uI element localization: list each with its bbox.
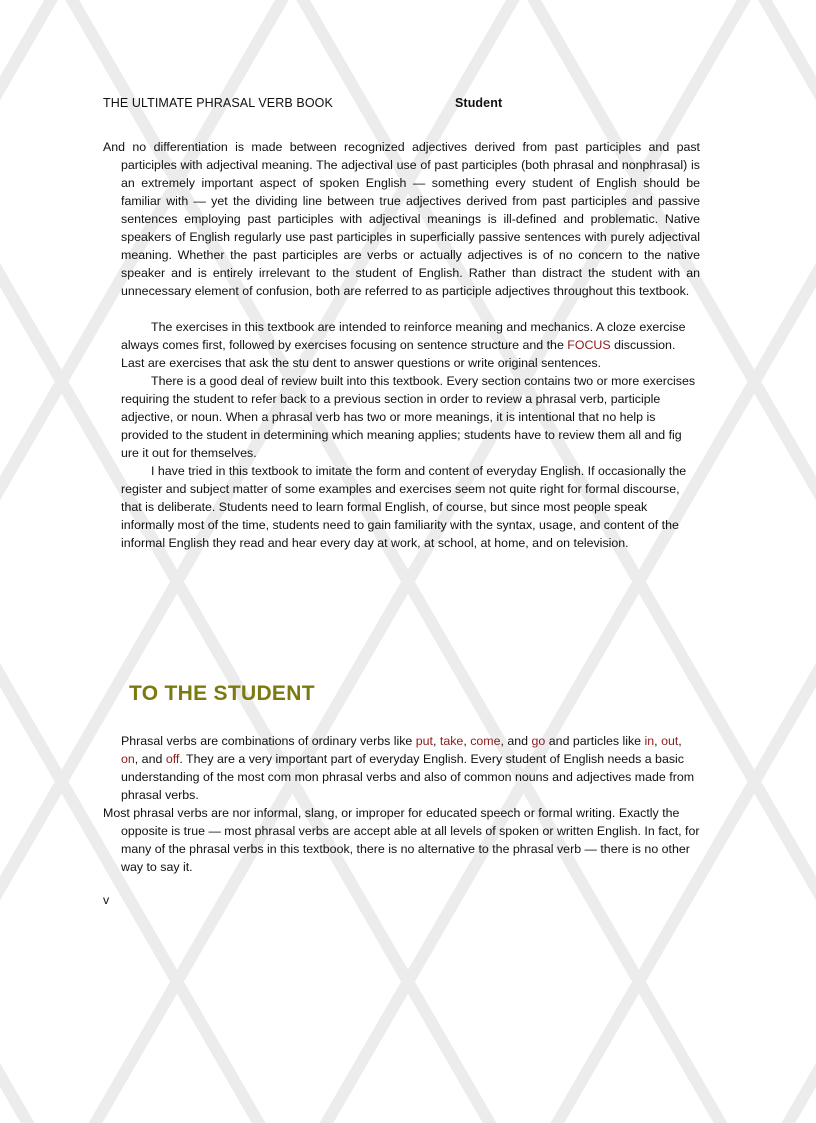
intro-paragraph-2 — [121, 318, 700, 372]
book-title: THE ULTIMATE PHRASAL VERB BOOK — [103, 96, 333, 110]
verb-example: come — [470, 734, 501, 748]
particle-example: out — [661, 734, 679, 748]
intro-paragraph-1: And no differentiation is made between recognized adjectives derived from past participles and past participles with adjectival meaning. The adjectival use of past participles (both phrasal and nonphrasal) is an extremely important aspect of spoken English — something every student of English should be familiar with — yet the dividing line between true adjectives derived from past participles and passive sentences employing past participles with adjectival meanings is ill-defined and problematic. Native speakers of English regularly use past participles in superficially passive sentences with purely adjectival meaning. Whether the past participles are verbs or actually adjectives is of no concern to the native speaker and is entirely irrelevant to the student of English. Rather than distract the student with an unnecessary element of confusion, both are referred to as participle adjectives throughout this textbook. — [103, 140, 700, 298]
focus-term: FOCUS — [567, 338, 611, 352]
student-paragraph-2: Most phrasal verbs are nor informal, slang, or improper for educated speech or formal writing. Exactly the opposite is true — most phrasal verbs are accept able at all levels of spoken or written English. In fact, for many of the phrasal verbs in this textbook, there is no alternative to the phrasal verb — there is no other way to say it. — [103, 806, 700, 874]
intro-paragraph-3: There is a good deal of review built into this textbook. Every section contains two or more exercises requiring the student to refer back to a previous section in order to review a phrasal verb, participle adjective, or noun. When a phrasal verb has two or more meanings, it is intentional that no help is provided to the student in determining which meaning applies; students have to review them all and fig ure it out for themselves. — [121, 374, 696, 460]
verb-example: take — [439, 734, 464, 748]
particle-example: in — [644, 734, 655, 748]
student-p1-text-3: . They are a very important part of everyday English. Every student of English needs a basic understanding of the most com mon phrasal verbs and also of common nouns and adjectives made from phrasal verbs. — [121, 752, 695, 802]
verb-example: go — [531, 734, 546, 748]
intro-p2-text-end: discussion. Last are exercises that ask the stu dent to answer questions or write original sentences. — [121, 338, 676, 370]
intro-p2-text: The exercises in this textbook are intended to reinforce meaning and mechanics. A cloze exercise always comes first, followed by exercises focusing on sentence structure and the — [121, 320, 686, 352]
verb-example: put — [415, 734, 433, 748]
student-paragraph-1: Phrasal verbs are combinations of ordinary verbs like put, take, come, and go and particles like in, out, on, and off. They are a very important part of everyday English. Every student of English needs a basic understanding of the most com mon phrasal verbs and also of common nouns and adjectives made from phrasal verbs. — [121, 734, 695, 802]
particle-example: off — [165, 752, 180, 766]
student-p1-text: Phrasal verbs are combinations of ordinary verbs like — [121, 734, 416, 748]
page-number: v — [103, 893, 110, 907]
intro-indented-block — [121, 318, 700, 552]
student-p1-text-2: and particles like — [548, 734, 645, 748]
intro-paragraph-4: I have tried in this textbook to imitate the form and content of everyday English. If occasionally the register and subject matter of some examples and exercises seem not quite right for formal discourse, that is deliberate. Students need to learn formal English, of course, but since most people speak informally most of the time, students need to gain familiarity with the syntax, usage, and content of the informal English they read and hear every day at work, at school, at home, and on television. — [121, 464, 687, 550]
particle-example: on — [121, 752, 135, 766]
running-head — [103, 96, 503, 110]
section-label: Student — [455, 96, 503, 110]
section-heading: TO THE STUDENT — [129, 682, 315, 705]
